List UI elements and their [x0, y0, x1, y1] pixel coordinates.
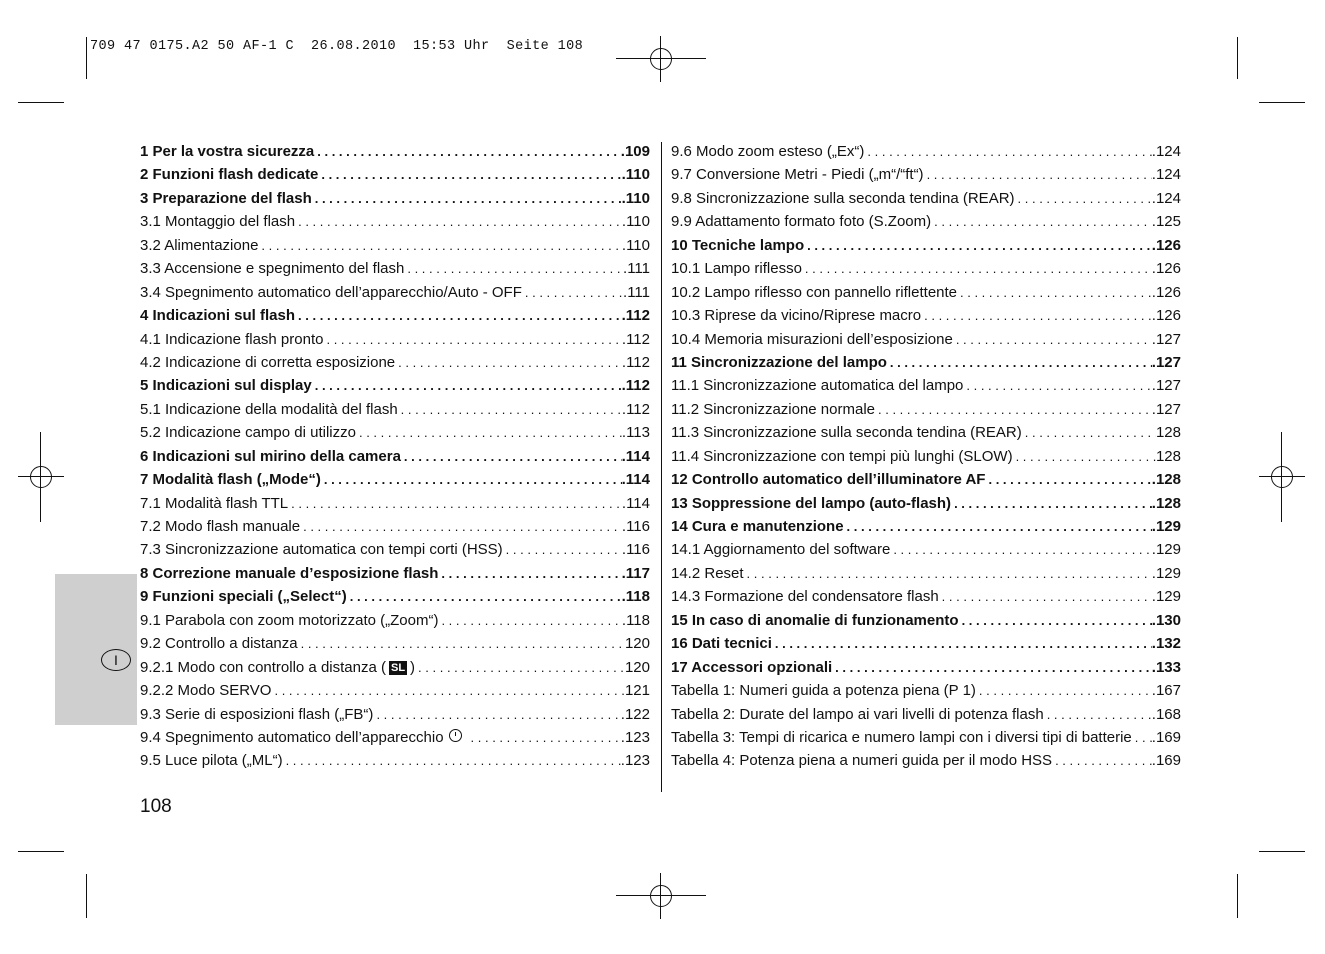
- toc-entry[interactable]: [671, 213, 1181, 236]
- toc-entry-title: 9.5 Luce pilota („ML“): [140, 752, 283, 770]
- toc-entry[interactable]: [140, 307, 650, 330]
- toc-entry-page: .129: [1151, 564, 1181, 582]
- toc-entry-title: 5 Indicazioni sul display: [140, 377, 312, 395]
- toc-leader-dots: [271, 683, 625, 698]
- toc-entry-page: .111: [623, 260, 650, 278]
- toc-entry[interactable]: [140, 659, 650, 682]
- toc-entry[interactable]: [671, 518, 1181, 541]
- toc-entry[interactable]: [140, 260, 650, 283]
- toc-entry-title: Tabella 2: Durate del lampo ai vari livelli di potenza flash: [671, 705, 1044, 723]
- toc-entry[interactable]: [671, 588, 1181, 611]
- toc-entry-page: .110: [621, 236, 650, 254]
- toc-entry[interactable]: [140, 354, 650, 377]
- toc-leader-dots: [1013, 449, 1156, 464]
- toc-entry[interactable]: [140, 495, 650, 518]
- toc-entry-page: .168: [1151, 705, 1181, 723]
- toc-leader-dots: [295, 214, 622, 229]
- toc-leader-dots: [1132, 730, 1152, 745]
- toc-entry-title: 7 Modalità flash („Mode“): [140, 471, 321, 489]
- toc-entry[interactable]: [140, 565, 650, 588]
- toc-leader-dots: [1044, 707, 1152, 722]
- crop-mark: [1237, 37, 1238, 79]
- registration-mark-right: [1237, 432, 1325, 522]
- toc-entry-title: 4 Indicazioni sul flash: [140, 307, 296, 325]
- toc-entry[interactable]: [140, 331, 650, 354]
- toc-leader-dots: [924, 167, 1152, 182]
- toc-entry-title: 17 Accessori opzionali: [671, 658, 833, 676]
- print-slug: 709 47 0175.A2 50 AF-1 C 26.08.2010 15:53 Uhr Seite 108: [90, 39, 584, 54]
- toc-right-column: [671, 143, 1181, 776]
- toc-leader-dots: [939, 589, 1152, 604]
- toc-entry-page: .114: [621, 471, 650, 489]
- toc-entry[interactable]: [140, 448, 650, 471]
- toc-entry-title: 12 Controllo automatico dell’illuminatore AF: [671, 471, 986, 489]
- toc-leader-dots: [744, 566, 1152, 581]
- toc-entry-title: Tabella 4: Potenza piena a numeri guida per il modo HSS: [671, 752, 1053, 770]
- toc-entry[interactable]: [671, 401, 1181, 424]
- toc-entry-title: 11.1 Sincronizzazione automatica del lampo: [671, 377, 964, 395]
- toc-leader-dots: [401, 449, 622, 464]
- toc-entry-page: .109: [620, 143, 650, 160]
- toc-leader-dots: [1022, 425, 1156, 440]
- sl-mode-icon: SL: [390, 661, 406, 674]
- toc-entry[interactable]: [671, 307, 1181, 330]
- toc-entry-page: .124: [1151, 166, 1181, 184]
- toc-entry-title: 2 Funzioni flash dedicate: [140, 166, 319, 184]
- toc-leader-dots: [347, 589, 622, 604]
- toc-entry-title: Tabella 1: Numeri guida a potenza piena (P 1): [671, 682, 976, 700]
- toc-entry-page: .132: [1151, 635, 1181, 653]
- toc-leader-dots: [875, 402, 1152, 417]
- toc-entry-title: 9.1 Parabola con zoom motorizzato („Zoom“): [140, 611, 439, 629]
- toc-entry[interactable]: [140, 377, 650, 400]
- toc-leader-dots: [864, 144, 1151, 159]
- toc-leader-dots: [312, 378, 622, 393]
- toc-leader-dots: [404, 261, 623, 276]
- toc-entry-page: .114: [621, 447, 650, 465]
- timer-icon: [449, 729, 462, 742]
- toc-entry-page: .130: [1151, 611, 1181, 629]
- toc-entry-page: .128: [1151, 471, 1181, 489]
- toc-entry[interactable]: [140, 541, 650, 564]
- toc-entry[interactable]: [671, 752, 1181, 775]
- toc-leader-dots: [312, 191, 622, 206]
- toc-entry[interactable]: [671, 166, 1181, 189]
- toc-entry[interactable]: [140, 166, 650, 189]
- toc-entry-page: .126: [1151, 307, 1181, 325]
- crop-mark: [1237, 874, 1238, 918]
- toc-leader-dots: [288, 496, 622, 511]
- toc-entry-title: 10.1 Lampo riflesso: [671, 260, 802, 278]
- toc-entry-title: 10.2 Lampo riflesso con pannello riflettente: [671, 283, 958, 301]
- toc-leader-dots: [772, 636, 1152, 651]
- toc-entry[interactable]: [140, 706, 650, 729]
- toc-entry-title: 3.2 Alimentazione: [140, 236, 259, 254]
- page-number: 108: [140, 796, 172, 817]
- toc-entry[interactable]: [140, 143, 650, 166]
- toc-entry-title: 14.2 Reset: [671, 564, 744, 582]
- toc-leader-dots: [295, 308, 622, 323]
- toc-entry[interactable]: [671, 495, 1181, 518]
- toc-entry-title: Tabella 3: Tempi di ricarica e numero lampi con i diversi tipi di batterie: [671, 728, 1132, 746]
- registration-mark-bottom: [616, 851, 706, 941]
- toc-entry-page: .123: [620, 728, 650, 746]
- column-divider: [661, 142, 662, 792]
- toc-entry-title: 7.1 Modalità flash TTL: [140, 494, 289, 512]
- toc-entry[interactable]: [140, 401, 650, 424]
- toc-entry-page: .124: [1151, 189, 1181, 207]
- toc-leader-dots: [415, 660, 625, 675]
- toc-entry[interactable]: [671, 612, 1181, 635]
- toc-entry-page: .129: [1151, 518, 1181, 535]
- toc-entry[interactable]: [671, 354, 1181, 377]
- toc-leader-dots: [931, 214, 1152, 229]
- crop-mark: [86, 874, 87, 918]
- toc-entry-page: 128: [1155, 424, 1181, 442]
- toc-entry[interactable]: [671, 237, 1181, 260]
- toc-entry[interactable]: [671, 448, 1181, 471]
- toc-entry-title: 14 Cura e manutenzione: [671, 518, 844, 535]
- crop-mark: [18, 851, 64, 852]
- toc-leader-dots: [890, 542, 1151, 557]
- toc-entry-title: 4.1 Indicazione flash pronto: [140, 330, 324, 348]
- crop-mark: [1259, 851, 1305, 852]
- toc-entry[interactable]: [140, 612, 650, 635]
- toc-leader-dots: [522, 285, 623, 300]
- toc-leader-dots: [1052, 753, 1152, 768]
- toc-entry[interactable]: [671, 331, 1181, 354]
- toc-entry-page: .128: [1151, 494, 1181, 512]
- toc-entry-page: .118: [621, 611, 650, 629]
- toc-entry-page: .124: [1151, 143, 1181, 160]
- toc-leader-dots: [957, 285, 1152, 300]
- toc-entry-page: 120: [624, 658, 650, 676]
- toc-leader-dots: [963, 378, 1151, 393]
- toc-entry-title: 9.2 Controllo a distanza: [140, 635, 298, 653]
- toc-entry-title: 9 Funzioni speciali („Select“): [140, 588, 347, 606]
- toc-entry-page: .126: [1151, 283, 1181, 301]
- toc-leader-dots: [804, 238, 1152, 253]
- toc-leader-dots: [468, 730, 621, 745]
- toc-entry-page: .112: [621, 330, 650, 348]
- toc-entry-page: .127: [1151, 377, 1181, 395]
- toc-entry-title: 7.2 Modo flash manuale: [140, 518, 301, 535]
- toc-entry[interactable]: [140, 284, 650, 307]
- toc-entry[interactable]: [140, 682, 650, 705]
- language-tab: [55, 574, 137, 725]
- toc-leader-dots: [323, 332, 621, 347]
- toc-leader-dots: [318, 167, 621, 182]
- toc-entry-page: .129: [1151, 541, 1181, 559]
- toc-entry[interactable]: [671, 260, 1181, 283]
- toc-entry-page: .167: [1151, 682, 1181, 700]
- toc-entry-page: .112: [621, 307, 650, 325]
- toc-entry-title: 9.7 Conversione Metri - Piedi („m“/“ft“): [671, 166, 924, 184]
- toc-entry-title: 5.1 Indicazione della modalità del flash: [140, 400, 398, 418]
- toc-entry-title: 3 Preparazione del flash: [140, 189, 312, 207]
- crop-mark: [86, 37, 87, 79]
- toc-leader-dots: [395, 355, 622, 370]
- toc-entry-page: .125: [1151, 213, 1181, 231]
- toc-leader-dots: [951, 496, 1152, 511]
- toc-leader-dots: [976, 683, 1152, 698]
- toc-entry-page: 120: [624, 635, 650, 653]
- toc-entry[interactable]: [671, 565, 1181, 588]
- toc-leader-dots: [438, 566, 621, 581]
- toc-entry-title: 9.3 Serie di esposizioni flash („FB“): [140, 705, 374, 723]
- toc-entry-page: .113: [621, 424, 650, 442]
- toc-entry-page: .129: [1151, 588, 1181, 606]
- toc-entry-title: 7.3 Sincronizzazione automatica con tempi corti (HSS): [140, 541, 503, 559]
- toc-leader-dots: [298, 636, 625, 651]
- toc-entry-title: 10.3 Riprese da vicino/Riprese macro: [671, 307, 922, 325]
- toc-leader-dots: [300, 519, 622, 534]
- toc-entry-page: .127: [1151, 353, 1181, 371]
- toc-entry-title: 9.6 Modo zoom esteso („Ex“): [671, 143, 865, 160]
- toc-entry-title: 9.8 Sincronizzazione sulla seconda tendina (REAR): [671, 189, 1015, 207]
- toc-entry-title: 15 In caso di anomalie di funzionamento: [671, 611, 959, 629]
- toc-leader-dots: [373, 707, 620, 722]
- toc-entry-page: .117: [621, 564, 650, 582]
- toc-entry[interactable]: [140, 588, 650, 611]
- toc-entry-page: .112: [621, 377, 650, 395]
- toc-entry-page: .112: [621, 353, 650, 371]
- toc-entry-page: .118: [621, 588, 650, 606]
- registration-mark-top: [616, 14, 706, 104]
- toc-entry-page: .116: [621, 541, 650, 559]
- toc-entry-page: .110: [621, 166, 650, 184]
- toc-entry[interactable]: [140, 213, 650, 236]
- toc-entry[interactable]: [671, 377, 1181, 400]
- toc-leader-dots: [959, 613, 1152, 628]
- toc-leader-dots: [321, 472, 622, 487]
- toc-leader-dots: [832, 660, 1152, 675]
- toc-entry-title: 5.2 Indicazione campo di utilizzo: [140, 424, 356, 442]
- toc-entry[interactable]: [671, 284, 1181, 307]
- toc-leader-dots: [314, 144, 621, 159]
- toc-entry-title: 10.4 Memoria misurazioni dell’esposizione: [671, 330, 953, 348]
- toc-entry[interactable]: [671, 635, 1181, 658]
- toc-entry-title: 6 Indicazioni sul mirino della camera: [140, 447, 401, 465]
- toc-entry-title: 11 Sincronizzazione del lampo: [671, 353, 887, 371]
- toc-entry[interactable]: [671, 659, 1181, 682]
- toc-entry-title: 8 Correzione manuale d’esposizione flash: [140, 564, 439, 582]
- toc-entry[interactable]: [671, 729, 1181, 752]
- toc-entry-title: 4.2 Indicazione di corretta esposizione: [140, 353, 396, 371]
- toc-leader-dots: [283, 753, 621, 768]
- toc-entry-page: .110: [621, 189, 650, 207]
- toc-entry[interactable]: [671, 143, 1181, 166]
- toc-entry[interactable]: [140, 635, 650, 658]
- toc-entry-page: .169: [1151, 752, 1181, 770]
- toc-entry-page: .126: [1151, 260, 1181, 278]
- toc-entry[interactable]: [140, 424, 650, 447]
- toc-leader-dots: [802, 261, 1152, 276]
- toc-leader-dots: [985, 472, 1151, 487]
- toc-entry-page: .114: [621, 494, 650, 512]
- toc-entry-title: 13 Soppressione del lampo (auto-flash): [671, 494, 952, 512]
- toc-entry-title: 3.4 Spegnimento automatico dell’apparecchio/Auto - OFF: [140, 283, 522, 301]
- toc-leader-dots: [844, 519, 1152, 534]
- toc-entry-title: 10 Tecniche lampo: [671, 236, 805, 254]
- toc-entry-title: 9.9 Adattamento formato foto (S.Zoom): [671, 213, 932, 231]
- toc-entry-title: 3.3 Accensione e spegnimento del flash: [140, 260, 405, 278]
- toc-entry[interactable]: [671, 706, 1181, 729]
- toc-leader-dots: [258, 238, 621, 253]
- toc-entry-page: .111: [623, 283, 650, 301]
- toc-entry-page: .133: [1151, 658, 1181, 676]
- toc-entry-page: .169: [1151, 728, 1181, 746]
- toc-entry-page: .116: [621, 518, 650, 535]
- toc-entry[interactable]: [671, 424, 1181, 447]
- toc-entry-title: 9.2.1 Modo con controllo a distanza ( SL ): [140, 658, 416, 676]
- registration-mark-left: [0, 432, 86, 522]
- toc-left-column: [140, 143, 650, 776]
- toc-entry-title: 11.2 Sincronizzazione normale: [671, 400, 876, 418]
- toc-entry-title: 9.2.2 Modo SERVO: [140, 682, 272, 700]
- crop-mark: [1259, 102, 1305, 103]
- toc-entry[interactable]: [140, 471, 650, 494]
- toc-entry-page: .123: [620, 752, 650, 770]
- toc-entry[interactable]: [671, 682, 1181, 705]
- toc-entry-title: 16 Dati tecnici: [671, 635, 772, 653]
- toc-leader-dots: [953, 332, 1152, 347]
- toc-entry[interactable]: [140, 190, 650, 213]
- crop-mark: [18, 102, 64, 103]
- toc-leader-dots: [921, 308, 1152, 323]
- toc-leader-dots: [398, 402, 622, 417]
- toc-entry[interactable]: [140, 237, 650, 260]
- toc-entry-title: 1 Per la vostra sicurezza: [140, 143, 315, 160]
- toc-entry-page: 121: [624, 682, 650, 700]
- toc-entry-page: .122: [620, 705, 650, 723]
- language-badge: I: [101, 649, 131, 671]
- toc-leader-dots: [1015, 191, 1152, 206]
- toc-entry-page: .127: [1151, 330, 1181, 348]
- toc-entry-page: .112: [621, 400, 650, 418]
- toc-entry-page: .110: [621, 213, 650, 231]
- toc-leader-dots: [887, 355, 1152, 370]
- toc-leader-dots: [438, 613, 621, 628]
- toc-entry[interactable]: [140, 729, 650, 752]
- toc-entry-page: .126: [1151, 236, 1181, 254]
- toc-entry-title: 11.4 Sincronizzazione con tempi più lunghi (SLOW): [671, 447, 1013, 465]
- toc-leader-dots: [503, 542, 622, 557]
- toc-entry[interactable]: [671, 471, 1181, 494]
- toc-entry[interactable]: [671, 541, 1181, 564]
- toc-entry-title: 9.4 Spegnimento automatico dell’apparecchio: [140, 729, 468, 746]
- toc-entry-page: 128: [1155, 447, 1181, 465]
- toc-entry-title: 3.1 Montaggio del flash: [140, 213, 296, 231]
- toc-entry[interactable]: [671, 190, 1181, 213]
- toc-leader-dots: [356, 425, 622, 440]
- toc-entry-title: 14.3 Formazione del condensatore flash: [671, 588, 939, 606]
- toc-entry-page: .127: [1151, 400, 1181, 418]
- toc-entry-title: 14.1 Aggiornamento del software: [671, 541, 891, 559]
- toc-entry-title: 11.3 Sincronizzazione sulla seconda tendina (REAR): [671, 424, 1022, 442]
- toc-entry[interactable]: [140, 752, 650, 775]
- toc-entry[interactable]: [140, 518, 650, 541]
